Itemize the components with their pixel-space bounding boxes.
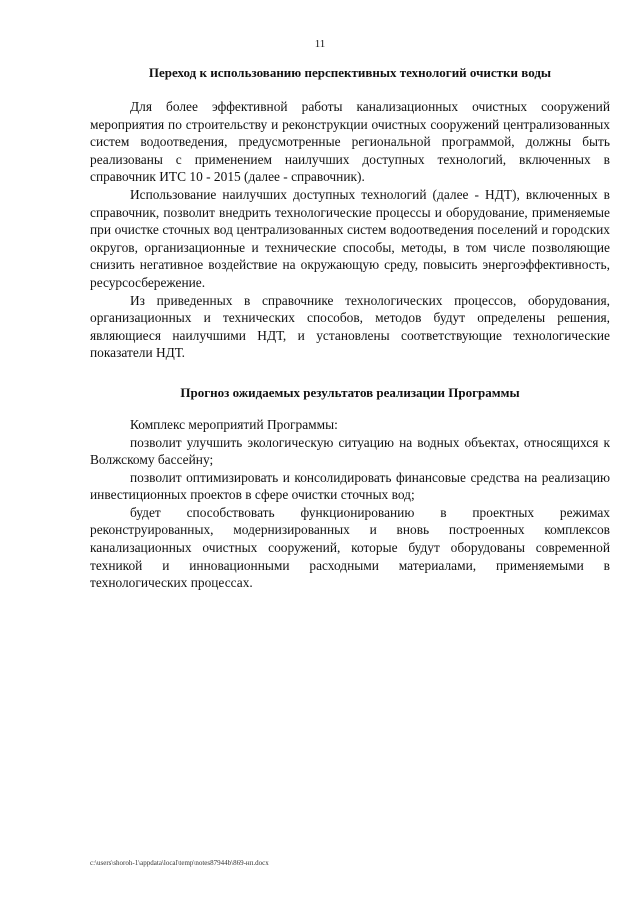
paragraph: будет способствовать функционированию в проектных режимах реконструированных, модернизированных и вновь построенных комплексов канализационных очистных сооружений, которые будут оборудованы современной техникой и инновационными расходными материалами, применяемыми в технологических процессах. bbox=[90, 504, 610, 591]
paragraph: Комплекс мероприятий Программы: bbox=[130, 416, 338, 432]
paragraph: позволит улучшить экологическую ситуацию на водных объектах, относящихся к Волжскому бассейну; bbox=[90, 434, 610, 468]
paragraph: позволит оптимизировать и консолидировать финансовые средства на реализацию инвестиционных проектов в сфере очистки сточных вод; bbox=[90, 469, 610, 503]
section-title-technologies: Переход к использованию перспективных технологий очистки воды bbox=[148, 65, 552, 80]
file-path-footer: c:\users\shoroh-1\appdata\local\temp\notes87944b\869-нп.docx bbox=[90, 859, 269, 867]
page-number: 11 bbox=[314, 38, 326, 50]
paragraph: Для более эффективной работы канализационных очистных сооружений мероприятия по строительству и реконструкции очистных сооружений централизованных систем водоотведения, предусмотренные региональной программой, должны быть реализованы с применением наилучших доступных технологий, включенных в справочник ИТС 10 - 2015 (далее - справочник). bbox=[90, 99, 610, 185]
section-title-forecast: Прогноз ожидаемых результатов реализации Программы bbox=[180, 384, 520, 400]
document-body bbox=[90, 64, 610, 592]
paragraph: Использование наилучших доступных технологий (далее - НДТ), включенных в справочник, позволит внедрить технологические процессы и оборудование, применяемые при очистке сточных вод централизованных систем водоотведения поселений и городских округов, организационные и технические способы, методы, в том числе позволяющие снизить негативное воздействие на окружающую среду, повысить энергоэффективность, ресурсосбережение. bbox=[90, 186, 610, 290]
paragraph: Из приведенных в справочнике технологических процессов, оборудования, организационных и технических способов, методов будут определены решения, являющиеся наилучшими НДТ, и установлены соответствующие технологические показатели НДТ. bbox=[90, 292, 610, 361]
